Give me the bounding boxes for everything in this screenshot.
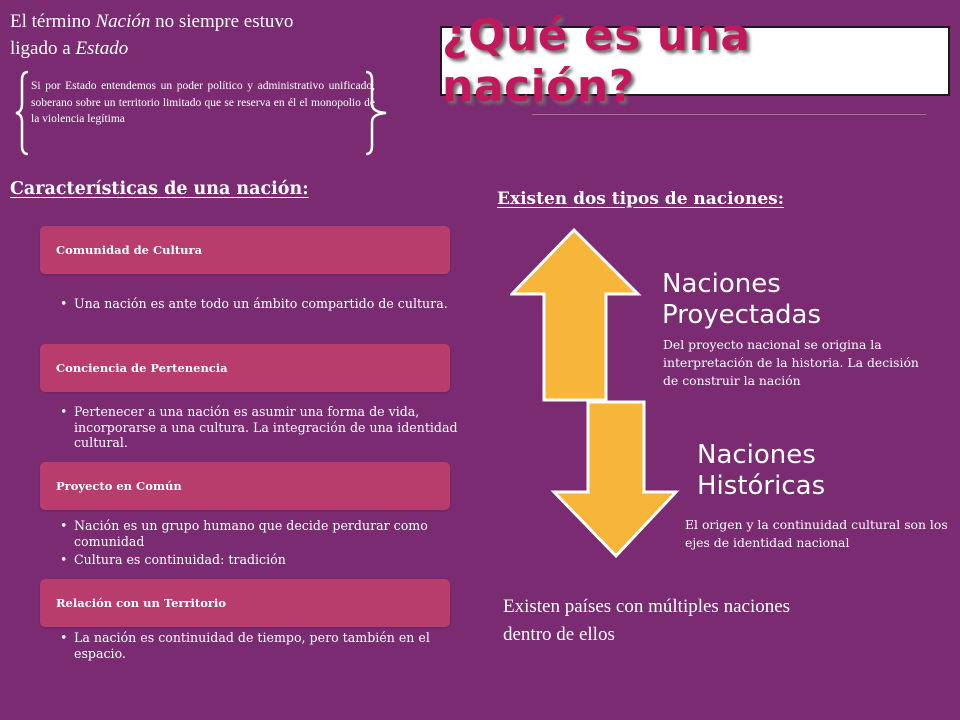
list-item: • Nación es un grupo humano que decide perdurar como comunidad bbox=[60, 518, 460, 549]
list-item: • Una nación es ante todo un ámbito compartido de cultura. bbox=[60, 296, 460, 312]
intro-part2: no siempre estuvo ligado a bbox=[10, 11, 294, 59]
projected-nations-description: Del proyecto nacional se origina la interpretación de la historia. La decisión de construir la nación bbox=[663, 337, 919, 388]
projected-title-line1: Naciones bbox=[662, 269, 781, 299]
projected-nations-title bbox=[662, 269, 821, 331]
characteristics-heading: Características de una nación: bbox=[10, 179, 309, 199]
down-arrow-icon bbox=[554, 402, 676, 556]
intro-part1: El término bbox=[10, 11, 96, 32]
intro-text bbox=[10, 8, 330, 62]
types-heading: Existen dos tipos de naciones: bbox=[497, 189, 784, 209]
intro-italic-estado: Estado bbox=[75, 38, 129, 59]
arrows-diagram bbox=[510, 228, 680, 560]
characteristic-bar-cultura: Comunidad de Cultura bbox=[40, 226, 450, 274]
definition-box bbox=[14, 70, 390, 156]
projected-title-line2: Proyectadas bbox=[662, 300, 822, 330]
characteristic-bar-proyecto: Proyecto en Común bbox=[40, 462, 450, 510]
historical-title-line2: Históricas bbox=[697, 471, 826, 501]
page-title: ¿Qué es una nación? bbox=[442, 10, 751, 112]
characteristic-list-pertenencia bbox=[60, 404, 460, 454]
title-divider bbox=[532, 113, 926, 115]
definition-text: Si por Estado entendemos un poder político y administrativo unificado, soberano sobre un territorio limitado que se reserva en él el monopolio de la violencia legítima bbox=[31, 80, 375, 125]
characteristic-bar-territorio: Relación con un Territorio bbox=[40, 579, 450, 627]
characteristic-list-cultura bbox=[60, 296, 460, 315]
historical-nations-title bbox=[697, 440, 825, 502]
list-item: • La nación es continuidad de tiempo, pero también en el espacio. bbox=[60, 630, 460, 661]
up-arrow-icon bbox=[512, 230, 638, 400]
intro-italic-nacion: Nación bbox=[95, 11, 151, 32]
closing-text: Existen países con múltiples naciones dentro de ellos bbox=[503, 596, 791, 645]
historical-nations-description: El origen y la continuidad cultural son los ejes de identidad nacional bbox=[685, 517, 948, 550]
historical-title-line1: Naciones bbox=[697, 440, 816, 470]
title-box bbox=[440, 10, 950, 112]
list-item: • Cultura es continuidad: tradición bbox=[60, 552, 460, 568]
list-item: • Pertenecer a una nación es asumir una forma de vida, incorporarse a una cultura. La integración de una identidad cultural. bbox=[60, 404, 460, 451]
characteristic-list-territorio bbox=[60, 630, 460, 664]
characteristic-bar-pertenencia: Conciencia de Pertenencia bbox=[40, 344, 450, 392]
characteristic-list-proyecto bbox=[60, 518, 460, 571]
